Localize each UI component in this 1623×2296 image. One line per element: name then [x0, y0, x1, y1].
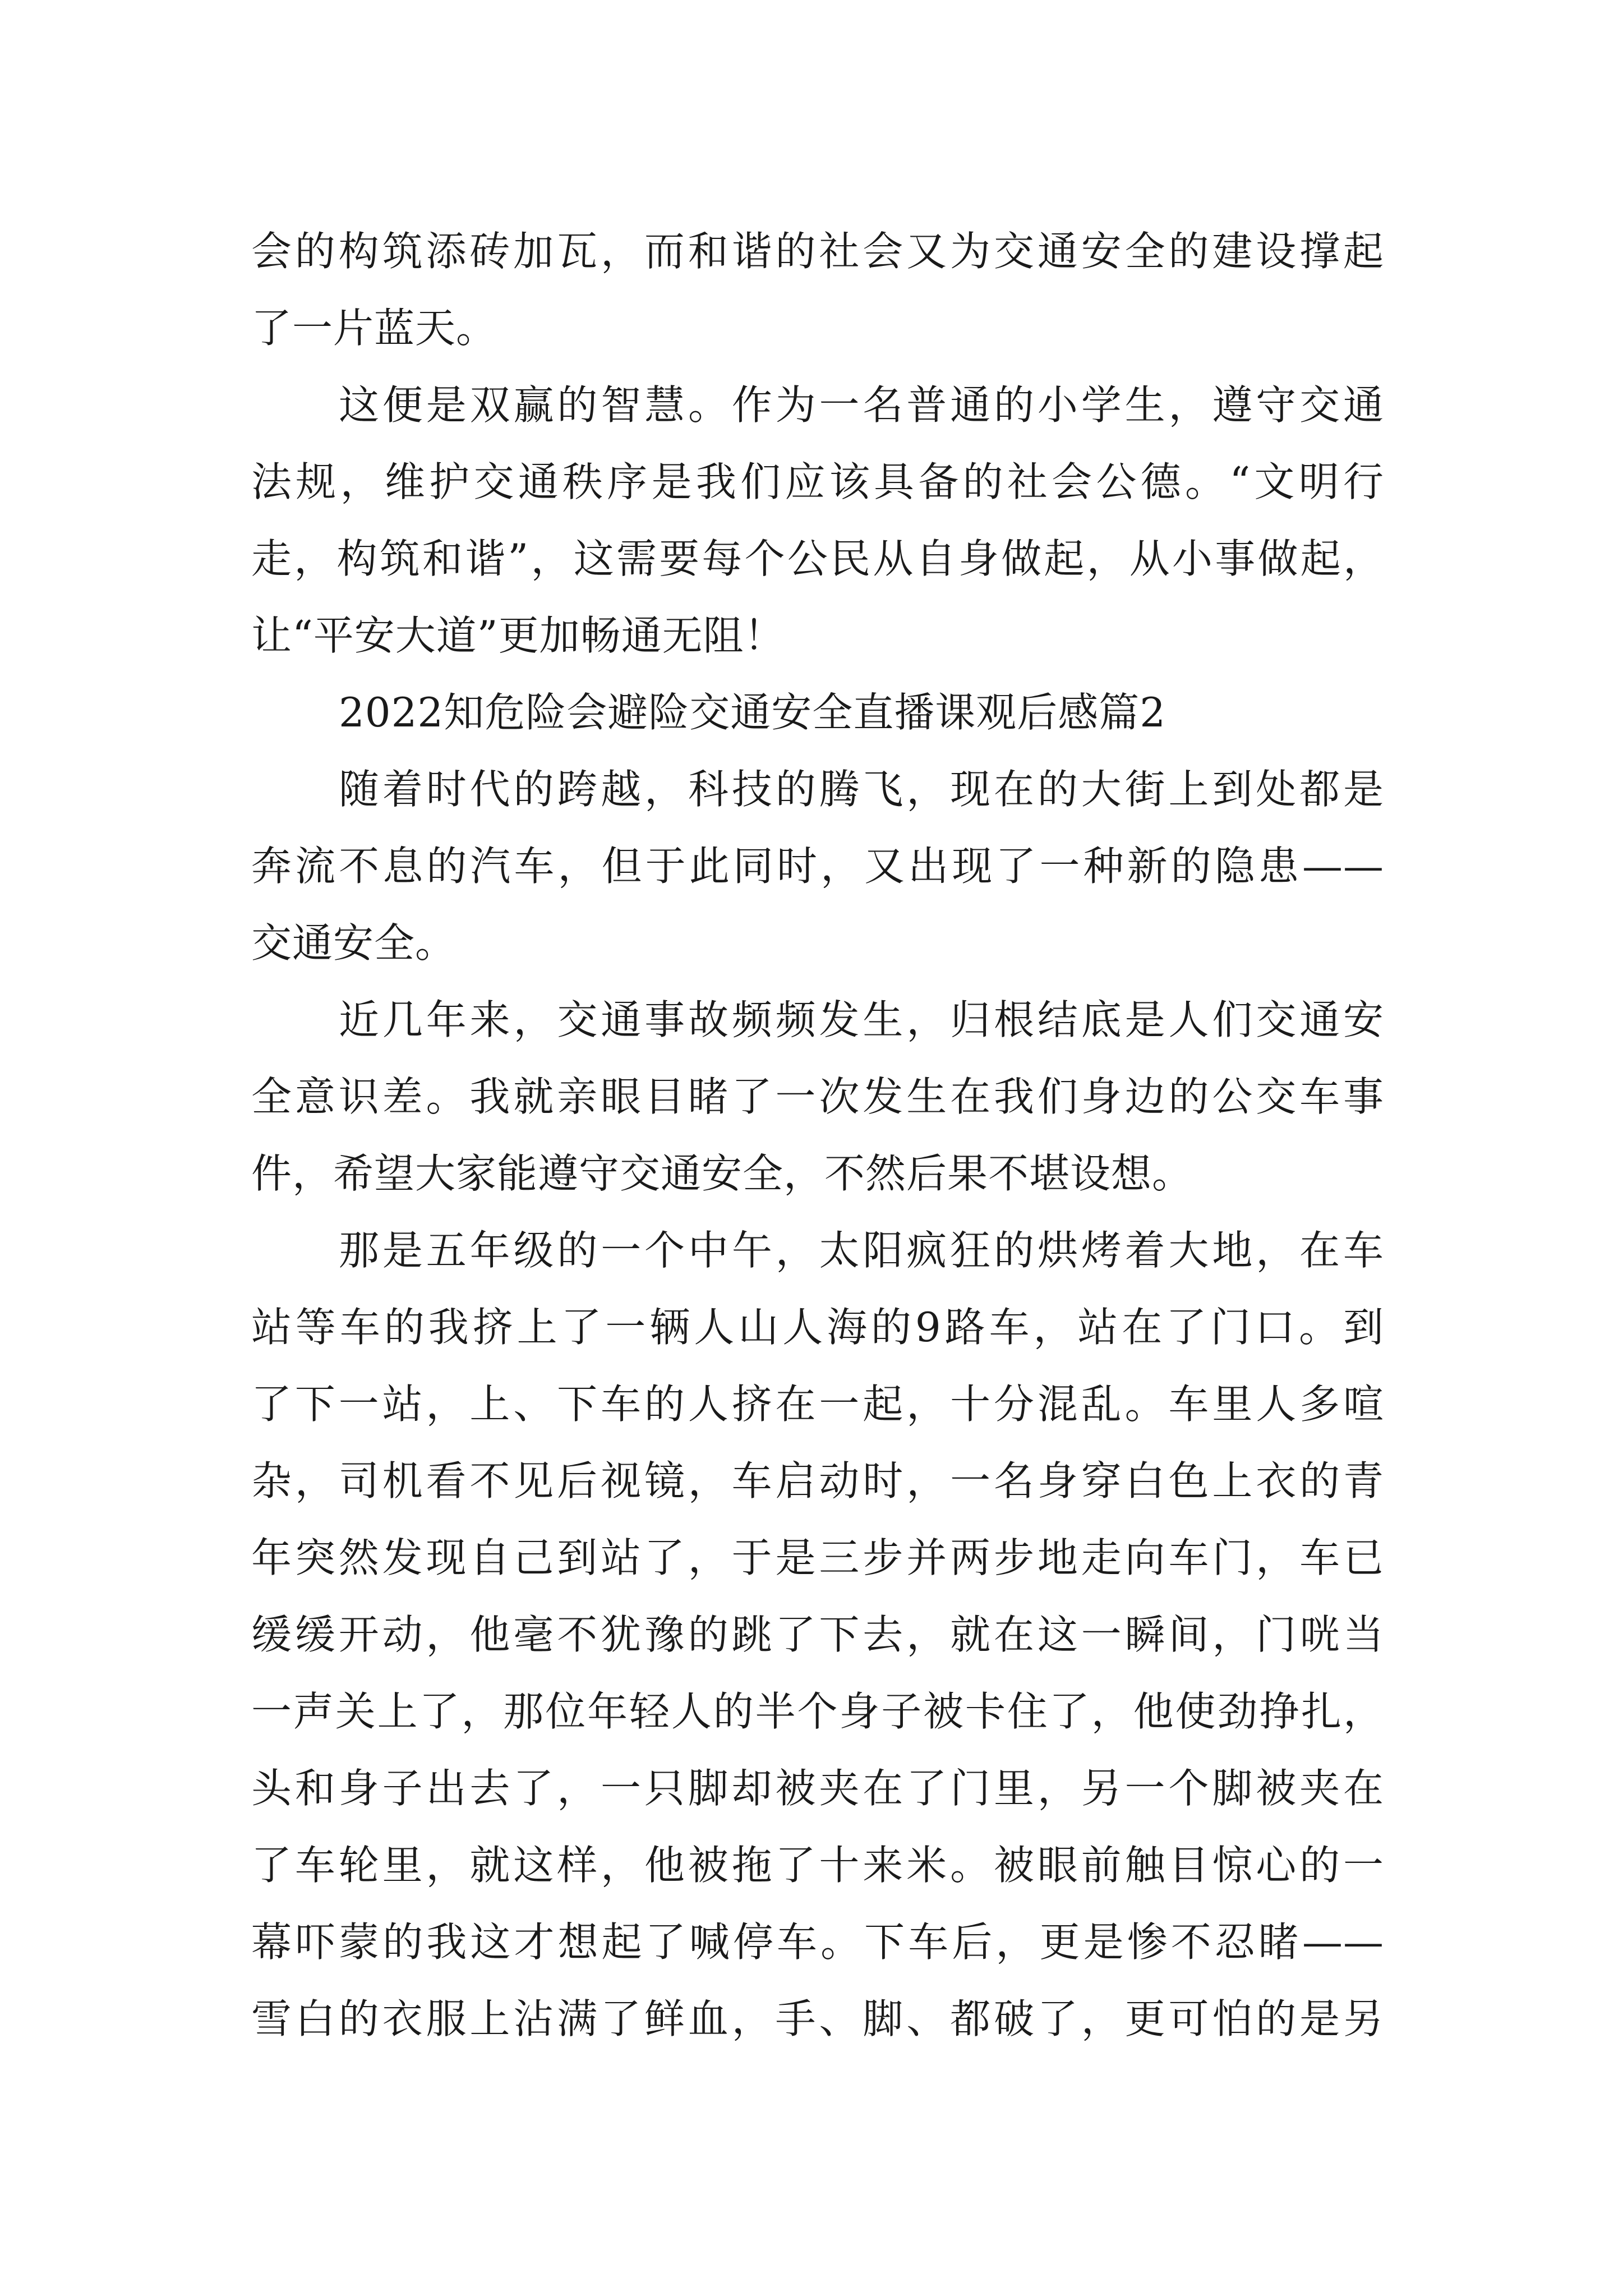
- text-line: 了车轮里，就这样，他被拖了十来米。被眼前触目惊心的一: [251, 1842, 1384, 1889]
- text-line: 杂，司机看不见后视镜，车启动时，一名身穿白色上衣的青: [251, 1457, 1384, 1504]
- text-line: 幕吓蒙的我这才想起了喊停车。下车后，更是惨不忍睹——: [251, 1918, 1384, 1966]
- text-line: 缓缓开动，他毫不犹豫的跳了下去，就在这一瞬间，门咣当: [251, 1611, 1384, 1658]
- paragraph-start-line: 这便是双赢的智慧。作为一名普通的小学生，遵守交通: [339, 381, 1384, 429]
- paragraph-start-line: 随着时代的跨越，科技的腾飞，现在的大街上到处都是: [339, 766, 1384, 813]
- text-line: 全意识差。我就亲眼目睹了一次发生在我们身边的公交车事: [251, 1073, 1384, 1120]
- text-line: 了一片蓝天。: [251, 305, 497, 352]
- text-line: 交通安全。: [251, 919, 457, 967]
- section-heading: 2022知危险会避险交通安全直播课观后感篇2: [339, 689, 1166, 736]
- text-line: 站等车的我挤上了一辆人山人海的9路车，站在了门口。到: [251, 1304, 1384, 1351]
- document-body: [251, 213, 1384, 2058]
- text-line: 了下一站，上、下车的人挤在一起，十分混乱。车里人多喧: [251, 1381, 1384, 1428]
- paragraph-start-line: 那是五年级的一个中午，太阳疯狂的烘烤着大地，在车: [339, 1227, 1384, 1274]
- text-line: 一声关上了，那位年轻人的半个身子被卡住了，他使劲挣扎，: [251, 1688, 1384, 1735]
- text-line: 雪白的衣服上沾满了鲜血，手、脚、都破了，更可怕的是另: [251, 1995, 1384, 2042]
- text-line: 年突然发现自己到站了，于是三步并两步地走向车门，车已: [251, 1534, 1384, 1581]
- text-line: 头和身子出去了，一只脚却被夹在了门里，另一个脚被夹在: [251, 1765, 1384, 1812]
- text-line: 件，希望大家能遵守交通安全，不然后果不堪设想。: [251, 1150, 1193, 1197]
- paragraph-start-line: 近几年来，交通事故频频发生，归根结底是人们交通安: [339, 996, 1384, 1043]
- text-line: 法规，维护交通秩序是我们应该具备的社会公德。“文明行: [251, 458, 1384, 505]
- text-line: 奔流不息的汽车，但于此同时，又出现了一种新的隐患——: [251, 843, 1384, 890]
- text-line: 让“平安大道”更加畅通无阻！: [251, 612, 785, 659]
- text-line: 会的构筑添砖加瓦，而和谐的社会又为交通安全的建设撑起: [251, 228, 1384, 275]
- text-line: 走，构筑和谐”，这需要每个公民从自身做起，从小事做起，: [251, 535, 1384, 582]
